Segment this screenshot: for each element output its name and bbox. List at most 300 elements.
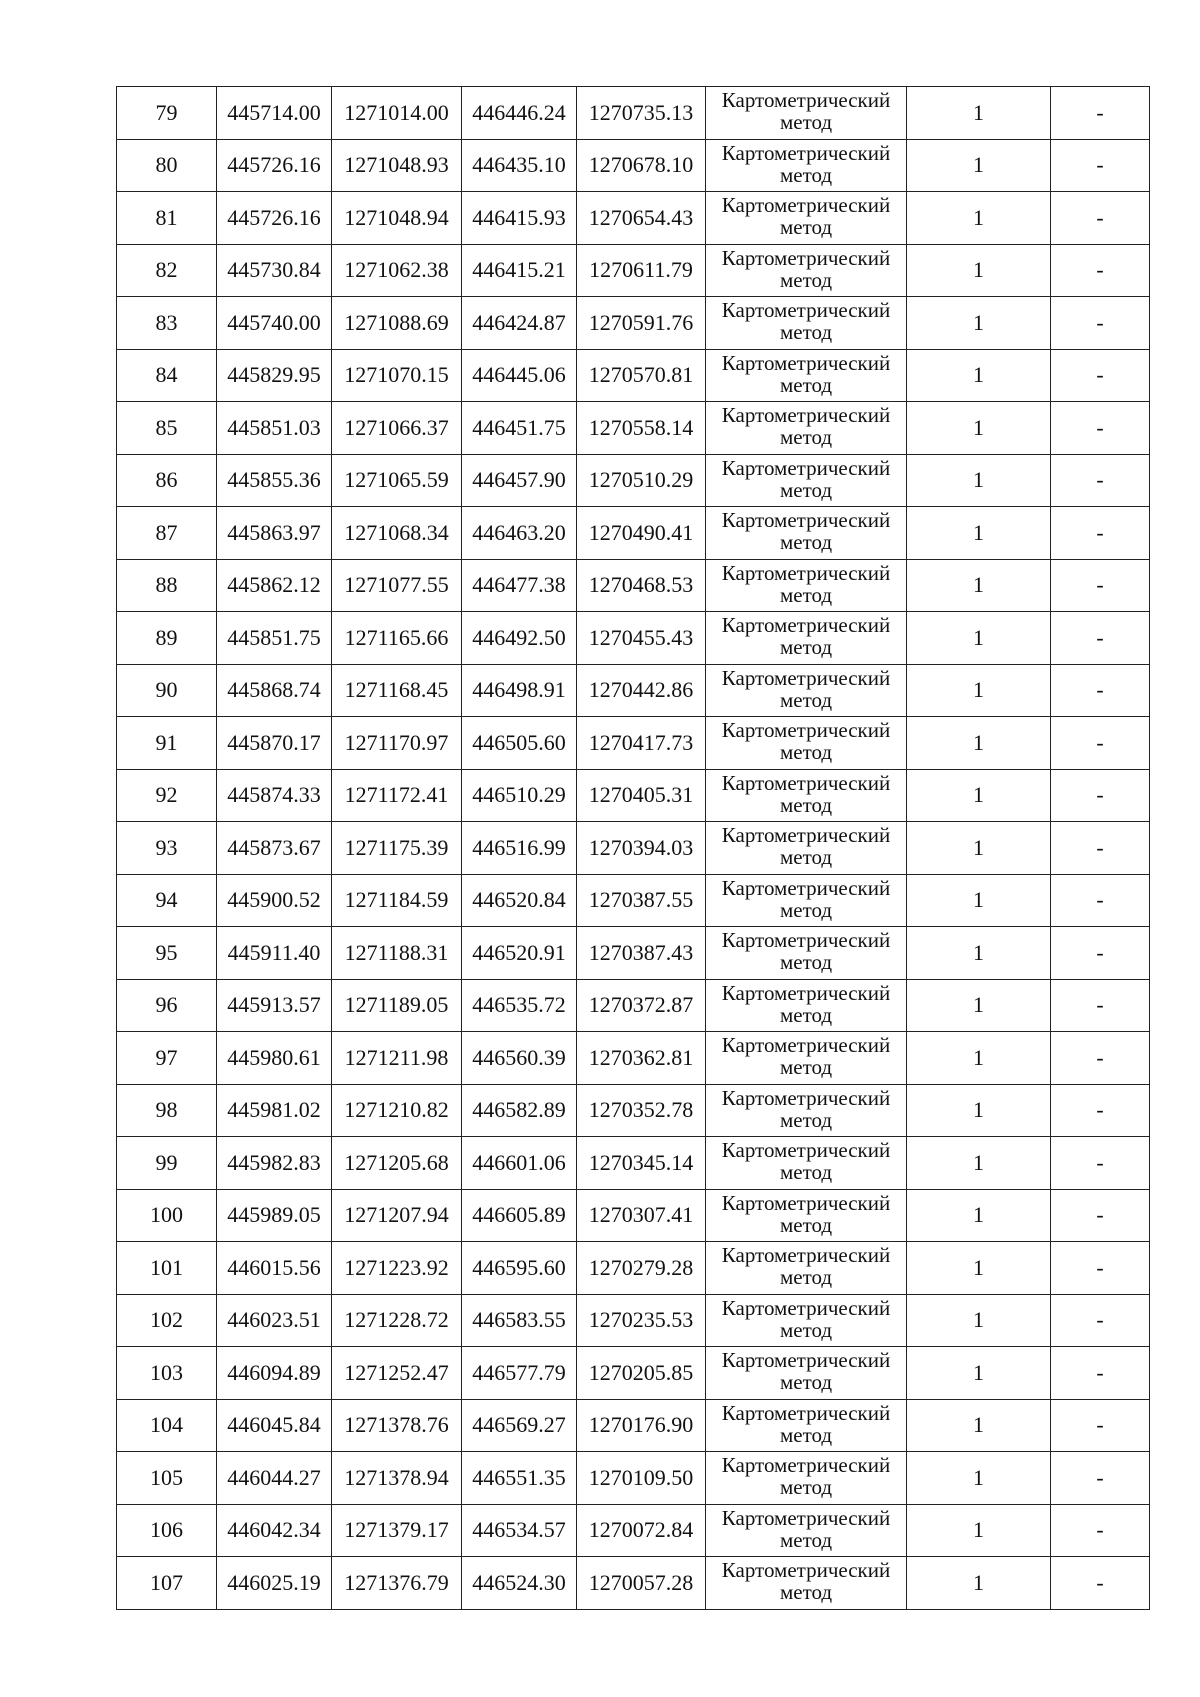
method-line-2: метод [779, 951, 833, 973]
method-line-2: метод [779, 1318, 833, 1341]
table-row [117, 874, 1150, 927]
method-line-1: Картометрический [721, 403, 891, 427]
note-cell: - [1051, 769, 1150, 822]
method-line-2: метод [779, 688, 833, 711]
x-coordinate-cell: 445863.97 [217, 507, 332, 560]
x-coordinate-new-cell: 446463.20 [462, 507, 577, 560]
x-coordinate-cell: 445855.36 [217, 454, 332, 507]
y-coordinate-new-cell: 1270352.78 [577, 1084, 706, 1137]
method-cell [706, 769, 907, 822]
method-line-1: Картометрический [721, 1033, 891, 1057]
method-line-2: метод [779, 1266, 833, 1288]
accuracy-cell: 1 [907, 874, 1051, 927]
x-coordinate-new-cell: 446424.87 [462, 297, 577, 350]
method-cell [706, 507, 907, 560]
method-cell [706, 139, 907, 192]
method-line-1: Картометрический [721, 718, 891, 742]
point-number-cell: 101 [117, 1242, 217, 1295]
note-cell: - [1051, 874, 1150, 927]
point-number-cell: 103 [117, 1347, 217, 1400]
x-coordinate-new-cell: 446524.30 [462, 1557, 577, 1610]
method-line-2: метод [779, 1371, 833, 1393]
note-cell: - [1051, 1032, 1150, 1085]
method-line-2: метод [779, 163, 833, 186]
table-row [117, 664, 1150, 717]
note-cell: - [1051, 297, 1150, 350]
note-cell: - [1051, 664, 1150, 717]
x-coordinate-new-cell: 446569.27 [462, 1399, 577, 1452]
method-cell [706, 664, 907, 717]
method-cell [706, 244, 907, 297]
x-coordinate-new-cell: 446498.91 [462, 664, 577, 717]
y-coordinate-new-cell: 1270417.73 [577, 717, 706, 770]
accuracy-cell: 1 [907, 244, 1051, 297]
table-row [117, 139, 1150, 192]
point-number-cell: 104 [117, 1399, 217, 1452]
method-line-1: Картометрический [721, 1190, 891, 1215]
y-coordinate-cell: 1271228.72 [332, 1294, 462, 1347]
point-number-cell: 93 [117, 822, 217, 875]
y-coordinate-new-cell: 1270345.14 [577, 1137, 706, 1190]
table-row [117, 402, 1150, 455]
x-coordinate-new-cell: 446595.60 [462, 1242, 577, 1295]
note-cell: - [1051, 559, 1150, 612]
y-coordinate-cell: 1271188.31 [332, 927, 462, 980]
table-row [117, 1242, 1150, 1295]
point-number-cell: 91 [117, 717, 217, 770]
x-coordinate-new-cell: 446535.72 [462, 979, 577, 1032]
method-line-2: метод [779, 1476, 833, 1498]
y-coordinate-new-cell: 1270109.50 [577, 1452, 706, 1505]
table-row [117, 612, 1150, 665]
y-coordinate-cell: 1271379.17 [332, 1504, 462, 1557]
method-cell [706, 1399, 907, 1452]
x-coordinate-new-cell: 446605.89 [462, 1189, 577, 1242]
y-coordinate-cell: 1271378.76 [332, 1399, 462, 1452]
accuracy-cell: 1 [907, 979, 1051, 1032]
accuracy-cell: 1 [907, 717, 1051, 770]
x-coordinate-cell: 445740.00 [217, 297, 332, 350]
y-coordinate-new-cell: 1270057.28 [577, 1557, 706, 1610]
note-cell: - [1051, 1294, 1150, 1347]
method-line-1: Картометрический [721, 875, 891, 900]
method-cell [706, 1189, 907, 1242]
point-number-cell: 92 [117, 769, 217, 822]
x-coordinate-new-cell: 446457.90 [462, 454, 577, 507]
y-coordinate-new-cell: 1270235.53 [577, 1294, 706, 1347]
point-number-cell: 107 [117, 1557, 217, 1610]
method-cell [706, 1452, 907, 1505]
table-row [117, 87, 1150, 140]
point-number-cell: 106 [117, 1504, 217, 1557]
table-row [117, 507, 1150, 560]
note-cell: - [1051, 1242, 1150, 1295]
point-number-cell: 95 [117, 927, 217, 980]
point-number-cell: 102 [117, 1294, 217, 1347]
point-number-cell: 96 [117, 979, 217, 1032]
point-number-cell: 79 [117, 87, 217, 140]
x-coordinate-cell: 445981.02 [217, 1084, 332, 1137]
method-cell [706, 87, 907, 140]
accuracy-cell: 1 [907, 349, 1051, 402]
method-line-2: метод [779, 583, 833, 606]
x-coordinate-cell: 445868.74 [217, 664, 332, 717]
y-coordinate-new-cell: 1270558.14 [577, 402, 706, 455]
point-number-cell: 83 [117, 297, 217, 350]
y-coordinate-cell: 1271223.92 [332, 1242, 462, 1295]
y-coordinate-new-cell: 1270468.53 [577, 559, 706, 612]
method-line-1: Картометрический [721, 298, 891, 322]
accuracy-cell: 1 [907, 1399, 1051, 1452]
point-number-cell: 98 [117, 1084, 217, 1137]
method-line-1: Картометрический [721, 823, 891, 847]
method-line-2: метод [779, 1108, 833, 1131]
method-cell [706, 1084, 907, 1137]
method-cell [706, 1504, 907, 1557]
method-line-1: Картометрический [721, 350, 891, 375]
method-line-1: Картометрический [721, 193, 891, 217]
y-coordinate-cell: 1271211.98 [332, 1032, 462, 1085]
point-number-cell: 80 [117, 139, 217, 192]
method-line-1: Картометрический [721, 508, 891, 532]
x-coordinate-new-cell: 446577.79 [462, 1347, 577, 1400]
table-row [117, 1137, 1150, 1190]
table-row [117, 1294, 1150, 1347]
y-coordinate-cell: 1271170.97 [332, 717, 462, 770]
method-line-1: Картометрический [721, 560, 891, 585]
table-row [117, 1189, 1150, 1242]
x-coordinate-new-cell: 446520.84 [462, 874, 577, 927]
table-body [117, 87, 1150, 1610]
table-row [117, 1347, 1150, 1400]
method-cell [706, 822, 907, 875]
y-coordinate-new-cell: 1270405.31 [577, 769, 706, 822]
method-line-2: метод [779, 898, 833, 921]
note-cell: - [1051, 139, 1150, 192]
accuracy-cell: 1 [907, 454, 1051, 507]
method-line-1: Картометрический [721, 455, 891, 480]
y-coordinate-cell: 1271165.66 [332, 612, 462, 665]
point-number-cell: 99 [117, 1137, 217, 1190]
method-line-1: Картометрический [721, 613, 891, 637]
y-coordinate-new-cell: 1270442.86 [577, 664, 706, 717]
method-cell [706, 1557, 907, 1610]
x-coordinate-cell: 446045.84 [217, 1399, 332, 1452]
method-line-2: метод [779, 1581, 833, 1603]
method-line-1: Картометрический [721, 1453, 891, 1477]
note-cell: - [1051, 979, 1150, 1032]
note-cell: - [1051, 1399, 1150, 1452]
note-cell: - [1051, 1452, 1150, 1505]
y-coordinate-new-cell: 1270490.41 [577, 507, 706, 560]
y-coordinate-new-cell: 1270205.85 [577, 1347, 706, 1400]
method-cell [706, 927, 907, 980]
method-cell [706, 1347, 907, 1400]
y-coordinate-new-cell: 1270372.87 [577, 979, 706, 1032]
method-line-2: метод [779, 1056, 833, 1078]
y-coordinate-cell: 1271048.93 [332, 139, 462, 192]
y-coordinate-cell: 1271048.94 [332, 192, 462, 245]
y-coordinate-cell: 1271172.41 [332, 769, 462, 822]
table-row [117, 927, 1150, 980]
x-coordinate-cell: 445714.00 [217, 87, 332, 140]
y-coordinate-new-cell: 1270307.41 [577, 1189, 706, 1242]
note-cell: - [1051, 507, 1150, 560]
table-row [117, 822, 1150, 875]
point-number-cell: 87 [117, 507, 217, 560]
accuracy-cell: 1 [907, 1084, 1051, 1137]
x-coordinate-cell: 446015.56 [217, 1242, 332, 1295]
accuracy-cell: 1 [907, 612, 1051, 665]
method-line-1: Картометрический [721, 1558, 891, 1582]
method-cell [706, 979, 907, 1032]
y-coordinate-cell: 1271077.55 [332, 559, 462, 612]
method-cell [706, 402, 907, 455]
y-coordinate-cell: 1271068.34 [332, 507, 462, 560]
x-coordinate-new-cell: 446560.39 [462, 1032, 577, 1085]
y-coordinate-cell: 1271376.79 [332, 1557, 462, 1610]
method-line-2: метод [779, 478, 833, 501]
table-row [117, 244, 1150, 297]
table-row [117, 1504, 1150, 1557]
accuracy-cell: 1 [907, 1242, 1051, 1295]
x-coordinate-new-cell: 446601.06 [462, 1137, 577, 1190]
y-coordinate-new-cell: 1270611.79 [577, 244, 706, 297]
y-coordinate-cell: 1271184.59 [332, 874, 462, 927]
x-coordinate-new-cell: 446582.89 [462, 1084, 577, 1137]
x-coordinate-cell: 446042.34 [217, 1504, 332, 1557]
table-row [117, 454, 1150, 507]
x-coordinate-cell: 445913.57 [217, 979, 332, 1032]
y-coordinate-new-cell: 1270591.76 [577, 297, 706, 350]
method-line-1: Картометрический [721, 770, 891, 795]
x-coordinate-cell: 445980.61 [217, 1032, 332, 1085]
y-coordinate-new-cell: 1270394.03 [577, 822, 706, 875]
note-cell: - [1051, 717, 1150, 770]
note-cell: - [1051, 192, 1150, 245]
y-coordinate-new-cell: 1270510.29 [577, 454, 706, 507]
accuracy-cell: 1 [907, 297, 1051, 350]
point-number-cell: 81 [117, 192, 217, 245]
note-cell: - [1051, 1189, 1150, 1242]
x-coordinate-new-cell: 446505.60 [462, 717, 577, 770]
note-cell: - [1051, 454, 1150, 507]
y-coordinate-cell: 1271088.69 [332, 297, 462, 350]
accuracy-cell: 1 [907, 192, 1051, 245]
method-line-1: Картометрический [721, 928, 891, 952]
point-number-cell: 97 [117, 1032, 217, 1085]
accuracy-cell: 1 [907, 1137, 1051, 1190]
x-coordinate-new-cell: 446415.93 [462, 192, 577, 245]
method-line-1: Картометрический [721, 245, 891, 270]
accuracy-cell: 1 [907, 1032, 1051, 1085]
note-cell: - [1051, 612, 1150, 665]
note-cell: - [1051, 1504, 1150, 1557]
point-number-cell: 90 [117, 664, 217, 717]
note-cell: - [1051, 1347, 1150, 1400]
y-coordinate-cell: 1271205.68 [332, 1137, 462, 1190]
point-number-cell: 105 [117, 1452, 217, 1505]
x-coordinate-cell: 446044.27 [217, 1452, 332, 1505]
method-line-1: Картометрический [721, 665, 891, 690]
table-row [117, 1557, 1150, 1610]
method-line-2: метод [779, 1528, 833, 1551]
x-coordinate-cell: 445900.52 [217, 874, 332, 927]
x-coordinate-new-cell: 446415.21 [462, 244, 577, 297]
x-coordinate-cell: 445873.67 [217, 822, 332, 875]
y-coordinate-cell: 1271168.45 [332, 664, 462, 717]
table-row [117, 192, 1150, 245]
table-row [117, 297, 1150, 350]
x-coordinate-cell: 445730.84 [217, 244, 332, 297]
note-cell: - [1051, 1137, 1150, 1190]
method-line-1: Картометрический [721, 1085, 891, 1110]
method-line-2: метод [779, 216, 833, 238]
y-coordinate-new-cell: 1270678.10 [577, 139, 706, 192]
method-line-1: Картометрический [721, 1400, 891, 1425]
note-cell: - [1051, 1557, 1150, 1610]
method-cell [706, 1294, 907, 1347]
method-line-2: метод [779, 1161, 833, 1183]
accuracy-cell: 1 [907, 139, 1051, 192]
y-coordinate-cell: 1271378.94 [332, 1452, 462, 1505]
table-row [117, 559, 1150, 612]
method-cell [706, 612, 907, 665]
x-coordinate-new-cell: 446551.35 [462, 1452, 577, 1505]
x-coordinate-cell: 445726.16 [217, 192, 332, 245]
point-number-cell: 85 [117, 402, 217, 455]
point-number-cell: 100 [117, 1189, 217, 1242]
method-line-1: Картометрический [721, 980, 891, 1005]
y-coordinate-new-cell: 1270455.43 [577, 612, 706, 665]
y-coordinate-new-cell: 1270072.84 [577, 1504, 706, 1557]
note-cell: - [1051, 244, 1150, 297]
x-coordinate-cell: 445829.95 [217, 349, 332, 402]
y-coordinate-cell: 1271070.15 [332, 349, 462, 402]
method-line-2: метод [779, 636, 833, 658]
method-line-1: Картометрический [721, 1295, 891, 1320]
point-number-cell: 84 [117, 349, 217, 402]
y-coordinate-new-cell: 1270387.55 [577, 874, 706, 927]
note-cell: - [1051, 87, 1150, 140]
accuracy-cell: 1 [907, 559, 1051, 612]
point-number-cell: 94 [117, 874, 217, 927]
method-cell [706, 297, 907, 350]
method-line-1: Картометрический [721, 1505, 891, 1530]
method-line-1: Картометрический [721, 1138, 891, 1162]
table-row [117, 769, 1150, 822]
x-coordinate-cell: 445989.05 [217, 1189, 332, 1242]
table-row [117, 349, 1150, 402]
x-coordinate-new-cell: 446510.29 [462, 769, 577, 822]
method-line-2: метод [779, 321, 833, 343]
accuracy-cell: 1 [907, 402, 1051, 455]
y-coordinate-cell: 1271210.82 [332, 1084, 462, 1137]
accuracy-cell: 1 [907, 927, 1051, 980]
note-cell: - [1051, 1084, 1150, 1137]
x-coordinate-new-cell: 446445.06 [462, 349, 577, 402]
y-coordinate-new-cell: 1270654.43 [577, 192, 706, 245]
note-cell: - [1051, 402, 1150, 455]
table-row [117, 1399, 1150, 1452]
method-cell [706, 454, 907, 507]
method-line-2: метод [779, 268, 833, 291]
x-coordinate-new-cell: 446520.91 [462, 927, 577, 980]
table-row [117, 717, 1150, 770]
method-cell [706, 1242, 907, 1295]
method-line-2: метод [779, 111, 833, 133]
method-line-2: метод [779, 531, 833, 553]
point-number-cell: 89 [117, 612, 217, 665]
method-cell [706, 559, 907, 612]
accuracy-cell: 1 [907, 1294, 1051, 1347]
method-line-1: Картометрический [721, 1243, 891, 1267]
x-coordinate-new-cell: 446435.10 [462, 139, 577, 192]
x-coordinate-new-cell: 446492.50 [462, 612, 577, 665]
x-coordinate-cell: 445862.12 [217, 559, 332, 612]
method-line-2: метод [779, 1423, 833, 1446]
method-cell [706, 1137, 907, 1190]
y-coordinate-new-cell: 1270387.43 [577, 927, 706, 980]
x-coordinate-new-cell: 446583.55 [462, 1294, 577, 1347]
y-coordinate-new-cell: 1270176.90 [577, 1399, 706, 1452]
note-cell: - [1051, 349, 1150, 402]
table-row [117, 1084, 1150, 1137]
accuracy-cell: 1 [907, 1189, 1051, 1242]
accuracy-cell: 1 [907, 87, 1051, 140]
x-coordinate-cell: 445726.16 [217, 139, 332, 192]
accuracy-cell: 1 [907, 1347, 1051, 1400]
y-coordinate-new-cell: 1270570.81 [577, 349, 706, 402]
method-line-2: метод [779, 846, 833, 868]
method-line-2: метод [779, 793, 833, 816]
x-coordinate-new-cell: 446446.24 [462, 87, 577, 140]
x-coordinate-cell: 445874.33 [217, 769, 332, 822]
method-cell [706, 349, 907, 402]
x-coordinate-cell: 445911.40 [217, 927, 332, 980]
accuracy-cell: 1 [907, 1452, 1051, 1505]
accuracy-cell: 1 [907, 822, 1051, 875]
method-line-1: Картометрический [721, 140, 891, 165]
x-coordinate-cell: 445851.75 [217, 612, 332, 665]
note-cell: - [1051, 927, 1150, 980]
table-row [117, 1452, 1150, 1505]
point-number-cell: 86 [117, 454, 217, 507]
y-coordinate-new-cell: 1270362.81 [577, 1032, 706, 1085]
method-cell [706, 717, 907, 770]
y-coordinate-cell: 1271252.47 [332, 1347, 462, 1400]
x-coordinate-new-cell: 446477.38 [462, 559, 577, 612]
x-coordinate-cell: 446025.19 [217, 1557, 332, 1610]
x-coordinate-cell: 445851.03 [217, 402, 332, 455]
method-line-2: метод [779, 426, 833, 448]
method-line-1: Картометрический [721, 88, 891, 112]
accuracy-cell: 1 [907, 769, 1051, 822]
method-line-1: Картометрический [721, 1348, 891, 1372]
y-coordinate-new-cell: 1270279.28 [577, 1242, 706, 1295]
method-line-2: метод [779, 741, 833, 763]
x-coordinate-new-cell: 446451.75 [462, 402, 577, 455]
accuracy-cell: 1 [907, 664, 1051, 717]
y-coordinate-cell: 1271062.38 [332, 244, 462, 297]
x-coordinate-new-cell: 446516.99 [462, 822, 577, 875]
x-coordinate-cell: 446094.89 [217, 1347, 332, 1400]
coordinates-table [116, 86, 1150, 1610]
y-coordinate-cell: 1271207.94 [332, 1189, 462, 1242]
x-coordinate-cell: 445982.83 [217, 1137, 332, 1190]
method-line-2: метод [779, 373, 833, 396]
y-coordinate-new-cell: 1270735.13 [577, 87, 706, 140]
